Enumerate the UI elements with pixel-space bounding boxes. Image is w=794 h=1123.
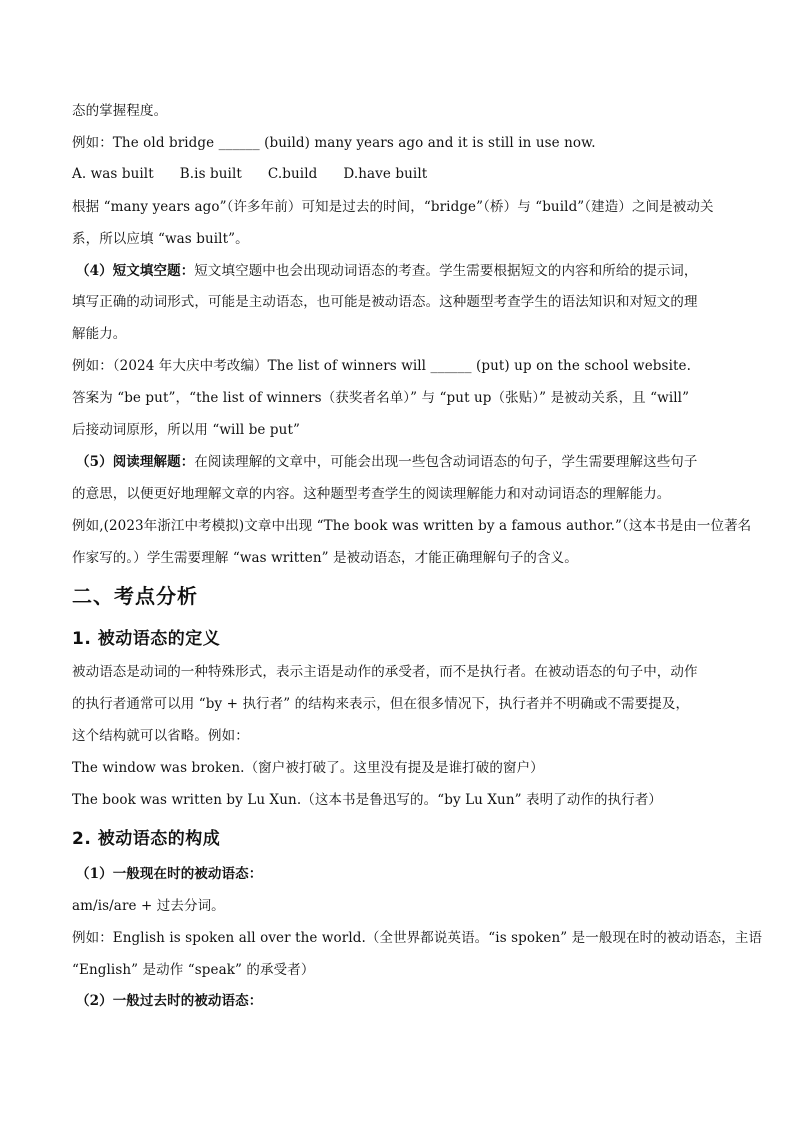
example-question: 例如：（2024 年大庆中考改编）The list of winners will ______ (put) up on the school website. — [72, 358, 691, 374]
item-heading: （1）一般现在时的被动语态： — [76, 866, 263, 882]
text-line: 根据 “many years ago”（许多年前）可知是过去的时间，“bridge”（桥）与 “build”（建造）之间是被动关 — [72, 199, 714, 215]
text-line: 例如,(2023年浙江中考模拟)文章中出现 “The book was written by a famous author.”（这本书是由一位著名 — [72, 518, 752, 534]
answer-options — [72, 164, 722, 184]
text-line: 例如：English is spoken all over the world.（全世界都说英语。“is spoken” 是一般现在时的被动语态，主语 — [72, 930, 763, 946]
option-d: D.have built — [343, 166, 428, 182]
section-heading: 二、考点分析 — [72, 584, 198, 608]
option-c: C.build — [267, 166, 318, 182]
text-line: 态的掌握程度。 — [72, 103, 168, 119]
example-question: 例如：The old bridge ______ (build) many years ago and it is still in use now. — [72, 135, 596, 151]
text-line: 作家写的。）学生需要理解 “was written” 是被动语态，才能正确理解句子的含义。 — [72, 550, 578, 566]
text-line: 的执行者通常可以用 “by + 执行者” 的结构来表示，但在很多情况下，执行者并不明确或不需要提及， — [72, 696, 690, 712]
text-line: 的意思，以便更好地理解文章的内容。这种题型考查学生的阅读理解能力和对动词语态的理解能力。 — [72, 486, 671, 502]
option-b: B.is built — [179, 166, 242, 182]
example-sentence: The window was broken.（窗户被打破了。这里没有提及是谁打破的窗户） — [72, 760, 544, 776]
subsection-heading: 2. 被动语态的构成 — [72, 829, 221, 849]
paragraph-fill-in — [76, 261, 722, 281]
subsection-heading: 1. 被动语态的定义 — [72, 629, 221, 649]
example-sentence: The book was written by Lu Xun.（这本书是鲁迅写的。“by Lu Xun” 表明了动作的执行者） — [72, 792, 663, 808]
text-line: 后接动词原形，所以用 “will be put” — [72, 422, 300, 438]
option-a: A. was built — [72, 166, 154, 182]
item-text: 短文填空题中也会出现动词语态的考查。学生需要根据短文的内容和所给的提示词， — [194, 263, 698, 279]
text-line: am/is/are + 过去分词。 — [72, 898, 225, 914]
item-heading: （2）一般过去时的被动语态： — [76, 993, 263, 1009]
text-line: 系，所以应填 “was built”。 — [72, 231, 249, 247]
text-line: 被动语态是动词的一种特殊形式，表示主语是动作的承受者，而不是执行者。在被动语态的句子中，动作 — [72, 664, 698, 680]
text-line: 答案为 “be put”，“the list of winners（获奖者名单）” 与 “put up（张贴）” 是被动关系，且 “will” — [72, 390, 690, 406]
item-heading: （4）短文填空题： — [76, 263, 195, 279]
text-line: 解能力。 — [72, 326, 127, 342]
paragraph-reading — [76, 452, 722, 472]
text-line: 这个结构就可以省略。例如： — [72, 728, 249, 744]
text-line: “English” 是动作 “speak” 的承受者） — [72, 962, 315, 978]
item-text: 在阅读理解的文章中，可能会出现一些包含动词语态的句子，学生需要理解这些句子 — [194, 454, 698, 470]
item-heading: （5）阅读理解题： — [76, 454, 195, 470]
text-line: 填写正确的动词形式，可能是主动语态，也可能是被动语态。这种题型考查学生的语法知识和对短文的理 — [72, 294, 698, 310]
